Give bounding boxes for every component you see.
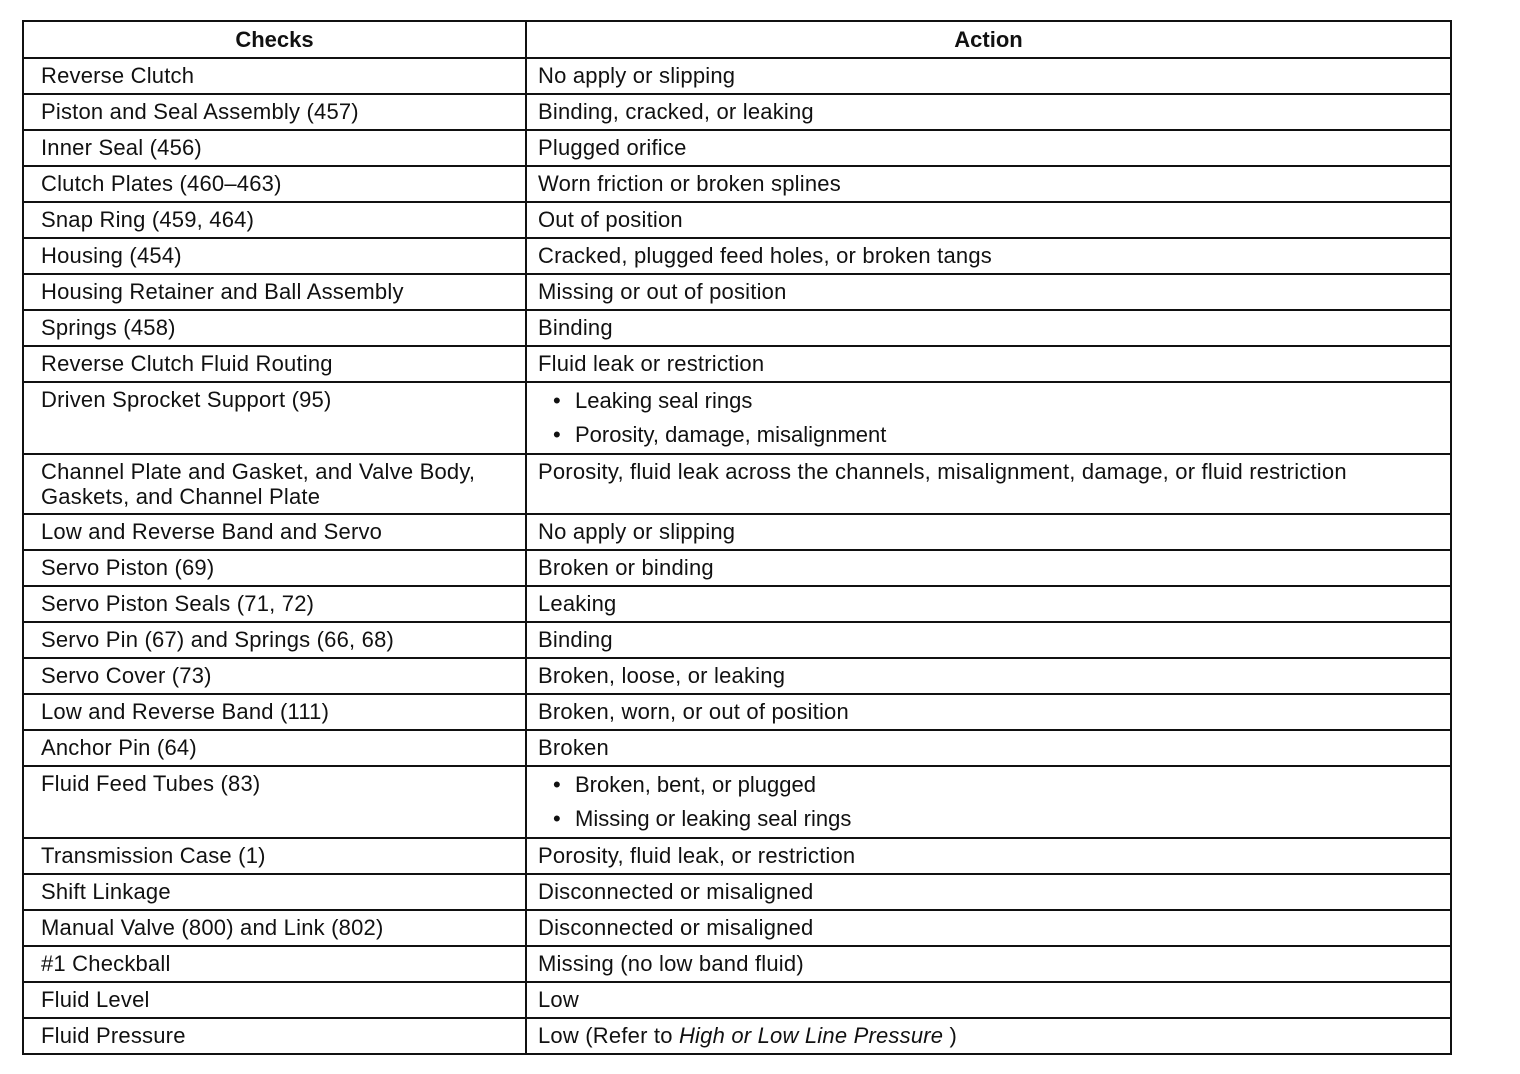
check-text: Servo Piston (69) [41,555,215,580]
table-header-row [23,21,1451,58]
check-cell [23,550,526,586]
action-cell [526,910,1451,946]
check-cell [23,946,526,982]
table-row [23,274,1451,310]
action-bullet-text: Leaking seal rings [575,388,753,413]
action-text: Binding [538,315,613,340]
check-text: Housing Retainer and Ball Assembly [41,279,404,304]
action-bullet-item [527,803,1450,837]
action-text: Binding [538,627,613,652]
action-bullet-text: Porosity, damage, misalignment [575,422,887,447]
action-text: No apply or slipping [538,519,736,544]
table-row [23,766,1451,838]
action-text: Disconnected or misaligned [538,915,814,940]
table-row [23,1018,1451,1054]
check-text: Snap Ring (459, 464) [41,207,255,232]
bullet-icon: • [553,422,561,447]
check-text: Clutch Plates (460–463) [41,171,282,196]
action-cell [526,766,1451,838]
check-text: Piston and Seal Assembly (457) [41,99,359,124]
check-cell [23,874,526,910]
action-cell [526,514,1451,550]
check-cell [23,58,526,94]
action-text: Broken [538,735,609,760]
table-row [23,514,1451,550]
check-cell [23,838,526,874]
action-text-suffix: ) [943,1023,958,1048]
table-row [23,658,1451,694]
bullet-icon: • [553,806,561,831]
check-text: Driven Sprocket Support (95) [41,387,332,412]
action-text: Fluid leak or restriction [538,351,765,376]
action-cell [526,730,1451,766]
check-cell [23,310,526,346]
table-row [23,238,1451,274]
check-text: Servo Cover (73) [41,663,212,688]
action-cell [526,310,1451,346]
check-text: Springs (458) [41,315,176,340]
table-row [23,58,1451,94]
table-row [23,550,1451,586]
check-cell [23,382,526,454]
header-action: Action [526,21,1451,58]
checks-action-table [22,20,1452,1055]
table-body [23,58,1451,1054]
action-cell [526,694,1451,730]
action-cell [526,982,1451,1018]
check-cell [23,346,526,382]
check-cell [23,130,526,166]
check-cell [23,238,526,274]
check-cell [23,586,526,622]
check-cell [23,202,526,238]
bullet-icon: • [553,388,561,413]
check-text: #1 Checkball [41,951,171,976]
action-cell [526,454,1451,514]
check-text: Channel Plate and Gasket, and Valve Body, Gaskets, and Channel Plate [41,459,476,509]
action-text: Broken or binding [538,555,714,580]
action-cell [526,130,1451,166]
action-cell [526,274,1451,310]
table-row [23,694,1451,730]
reference-link[interactable]: High or Low Line Pressure [678,1023,944,1048]
action-text: Worn friction or broken splines [538,171,841,196]
check-cell [23,694,526,730]
action-cell [526,382,1451,454]
action-text: Cracked, plugged feed holes, or broken tangs [538,243,992,268]
table-row [23,94,1451,130]
table-row [23,838,1451,874]
check-text: Fluid Level [41,987,150,1012]
action-cell [526,550,1451,586]
check-text: Servo Pin (67) and Springs (66, 68) [41,627,395,652]
check-cell [23,982,526,1018]
action-text: Broken, loose, or leaking [538,663,786,688]
table-row [23,874,1451,910]
check-text: Servo Piston Seals (71, 72) [41,591,315,616]
action-cell [526,58,1451,94]
action-cell [526,202,1451,238]
check-text: Low and Reverse Band (111) [41,699,330,724]
check-cell [23,1018,526,1054]
check-text: Reverse Clutch Fluid Routing [41,351,333,376]
table-row [23,982,1451,1018]
table-row [23,730,1451,766]
check-cell [23,622,526,658]
action-text: Porosity, fluid leak, or restriction [538,843,856,868]
action-text: Leaking [538,591,617,616]
check-text: Inner Seal (456) [41,135,202,160]
action-cell [526,874,1451,910]
action-text: Porosity, fluid leak across the channels, misalignment, damage, or fluid restriction [538,459,1347,484]
action-bullet-item [527,769,1450,803]
check-cell [23,730,526,766]
check-text: Reverse Clutch [41,63,195,88]
table-row [23,454,1451,514]
action-text: Broken, worn, or out of position [538,699,849,724]
check-cell [23,454,526,514]
check-text: Anchor Pin (64) [41,735,197,760]
action-bullet-text: Missing or leaking seal rings [575,806,852,831]
action-text [527,1019,1450,1052]
check-text: Low and Reverse Band and Servo [41,519,383,544]
check-cell [23,514,526,550]
action-text: Low [538,987,579,1012]
action-bullet-list [527,383,1450,453]
check-text: Housing (454) [41,243,182,268]
table-row [23,382,1451,454]
action-cell [526,622,1451,658]
check-cell [23,658,526,694]
table-row [23,910,1451,946]
check-cell [23,274,526,310]
check-cell [23,166,526,202]
table-row [23,130,1451,166]
table-row [23,202,1451,238]
action-cell [526,1018,1451,1054]
action-cell [526,238,1451,274]
action-bullet-item [527,419,1450,453]
table-row [23,166,1451,202]
action-cell [526,586,1451,622]
check-text: Manual Valve (800) and Link (802) [41,915,384,940]
action-cell [526,346,1451,382]
check-cell [23,94,526,130]
action-cell [526,838,1451,874]
action-text: Disconnected or misaligned [538,879,814,904]
header-checks: Checks [23,21,526,58]
action-bullet-list [527,767,1450,837]
check-text: Transmission Case (1) [41,843,266,868]
table-row [23,310,1451,346]
action-text: Binding, cracked, or leaking [538,99,814,124]
check-text: Fluid Pressure [41,1023,186,1048]
table-row [23,622,1451,658]
action-text: Missing or out of position [538,279,787,304]
check-cell [23,766,526,838]
action-text: Plugged orifice [538,135,687,160]
table-row [23,586,1451,622]
table-row [23,346,1451,382]
check-text: Shift Linkage [41,879,171,904]
action-text: Out of position [538,207,683,232]
action-cell [526,166,1451,202]
check-text: Fluid Feed Tubes (83) [41,771,261,796]
action-cell [526,946,1451,982]
check-cell [23,910,526,946]
action-bullet-text: Broken, bent, or plugged [575,772,816,797]
action-text-prefix: Low (Refer to [538,1023,679,1048]
action-cell [526,94,1451,130]
table-row [23,946,1451,982]
action-bullet-item [527,385,1450,419]
bullet-icon: • [553,772,561,797]
action-text: Missing (no low band fluid) [538,951,804,976]
action-text: No apply or slipping [538,63,736,88]
action-cell [526,658,1451,694]
